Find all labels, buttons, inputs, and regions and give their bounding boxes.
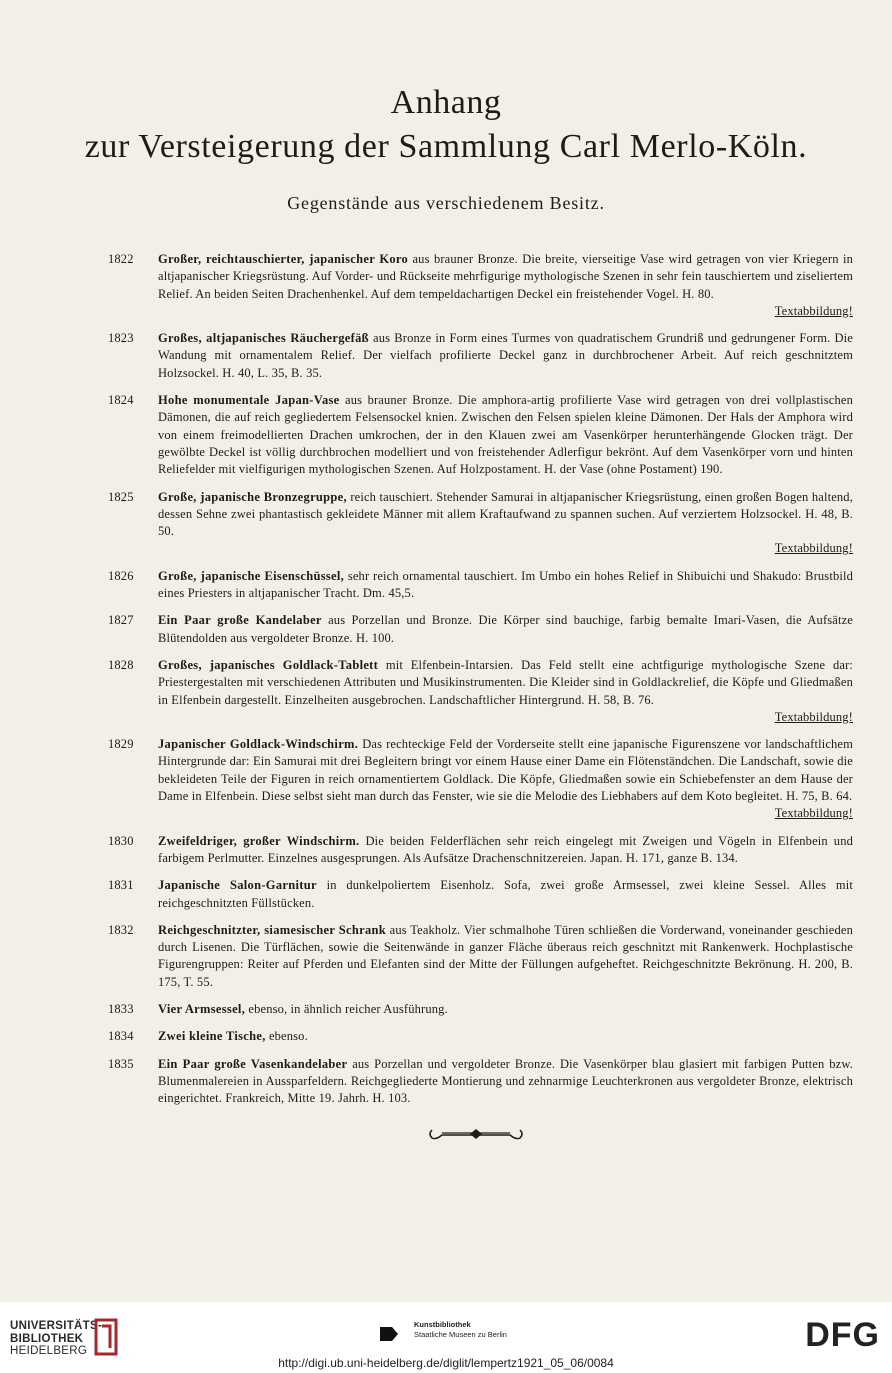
entry-text: aus Bronze in Form eines Turmes von quadratischem Grundriß und gedrungener Form. Die Wandung mit ornamentalem Relief. Der vielfach profilierte Deckel ganz in durchbrochener Arbeit. Auf reich geschnitztem Holzsockel. H. 40, L. 35, B. 35. [158, 331, 853, 380]
catalog-entry [108, 1028, 853, 1045]
entry-title: Großer, reichtauschierter, japanischer Koro [158, 252, 409, 266]
entry-number: 1824 [108, 393, 134, 408]
catalog-entry [108, 251, 853, 320]
catalog-entry [108, 612, 853, 647]
kunstbibliothek-logo-icon [378, 1325, 400, 1343]
entry-number: 1822 [108, 252, 134, 266]
entry-text: aus Porzellan und Bronze. Die Körper sind bauchige, farbig bemalte Imari-Vasen, die Aufsätze Blütendolden aus vergoldeter Bronze. H. 100. [158, 613, 853, 645]
catalog-entry [108, 489, 853, 558]
entry-number: 1832 [108, 922, 134, 937]
ub-name-line1: UNIVERSITÄTS- [10, 1320, 103, 1332]
dfg-logo[interactable]: DFG [805, 1316, 880, 1354]
catalog-entries [108, 251, 853, 1117]
catalog-entry [108, 1056, 853, 1108]
catalog-entry [108, 657, 853, 726]
entry-title: Vier Armsessel, [158, 1001, 246, 1016]
ub-name-line2: BIBLIOTHEK [10, 1332, 84, 1345]
university-library-logo[interactable] [10, 1320, 102, 1358]
entry-title: Japanischer Goldlack-Windschirm. [158, 737, 359, 752]
kunstbibliothek-logo[interactable] [414, 1320, 507, 1340]
entry-number: 1834 [108, 1029, 134, 1044]
entry-text: ebenso. [265, 1029, 308, 1044]
entry-title: Zweifeldriger, großer Windschirm. [158, 833, 360, 848]
entry-number: 1825 [108, 489, 134, 504]
catalog-entry [108, 922, 853, 991]
entry-title: Reichgeschnitzter, siamesischer Schrank [158, 922, 387, 937]
entry-title: Ein Paar große Vasenkandelaber [158, 1056, 348, 1071]
entry-text: aus Porzellan und vergoldeter Bronze. Die Vasenkörper blau glasiert mit farbigen Putten bzw. Blumenmalereien in Aussparfeldern. Reichgegliederte Montierung und zehnarmige Leuchterkronen aus vergoldeter Bronze, elektrisch eingerichtet. Frankreich, Mitte 19. Jahrh. H. 103. [158, 1056, 853, 1106]
entry-number: 1826 [108, 568, 134, 583]
entry-number: 1835 [108, 1056, 134, 1071]
entry-title: Zwei kleine Tische, [158, 1029, 266, 1044]
page-subtitle: Gegenstände aus verschiedenem Besitz. [287, 193, 605, 213]
entry-title: Große, japanische Bronzegruppe, [158, 489, 347, 504]
entry-number: 1830 [108, 833, 134, 848]
ub-seal-icon [92, 1316, 120, 1358]
entry-number: 1827 [108, 613, 134, 628]
entry-text: ebenso, in ähnlich reicher Ausführung. [245, 1001, 448, 1016]
entry-reference: Textabbildung! [774, 806, 853, 821]
entry-title: Großes, altjapanisches Räuchergefäß [158, 331, 369, 346]
entry-reference: Textabbildung! [774, 303, 853, 318]
entry-number: 1829 [108, 737, 134, 752]
catalog-entry [108, 1001, 853, 1018]
ornament-divider-icon [426, 1126, 526, 1142]
entry-title: Hohe monumentale Japan-Vase [158, 393, 340, 408]
catalog-entry [108, 392, 853, 478]
kb-subtitle: Staatliche Museen zu Berlin [414, 1330, 507, 1339]
entry-text: Das rechteckige Feld der Vorderseite stellt eine japanische Figurenszene vor landschaftlichem Hintergrunde dar: Ein Samurai mit drei Begleitern bringt vor einem Hause einer Dame ein Flötenständchen. Die Landschaft, sowie die bekleideten Teile der Figuren in reich ornamentiertem Goldlack. Die Köpfe, Gliedmaßen sowie ein Schiebefenster an dem Hause der Dame in Elfenbein. Diese selbst sieht man durch das Fenster, wie sie die Melodie des Liebhabers auf dem Koto begleitet. H. 75, B. 64. [158, 737, 853, 804]
entry-number: 1831 [108, 878, 134, 893]
kb-name: Kunstbibliothek [414, 1320, 471, 1329]
entry-title: Großes, japanisches Goldlack-Tablett [158, 657, 379, 672]
catalog-entry [108, 568, 853, 603]
entry-text: aus brauner Bronze. Die amphora-artig profilierte Vase wird getragen von drei vollplastischen Dämonen, die auf reich gegliedertem Felsensockel knien. Zwischen den Felsen spielen kleine Dämonen. Der Hals der Amphora wird von einem freimodellierten Drachen umkrochen, der in den Klauen zwei am Vasenkörper herunterhängende Glocken trägt. Der gewölbte Deckel ist völlig durchbrochen modelliert und von freistehender Adlerfigur bekrönt. Auf dem Vasenkörper vorn und hinten Reliefelder mit vielfigurigen mythologischen Szenen. Auf Holzpostament. H. der Vase (ohne Postament) 190. [158, 393, 853, 477]
permalink-url[interactable]: http://digi.ub.uni-heidelberg.de/diglit/lempertz1921_05_06/0084 [278, 1356, 614, 1370]
entry-text: reich tauschiert. Stehender Samurai in altjapanischer Kriegsrüstung, einen großen Bogen haltend, dessen Sehne zwei phantastisch gekleidete Männer mit allem Kraftaufwand zu spannen suchen. Auf verziertem Holzsockel. H. 48, B. 50. [158, 489, 853, 539]
entry-text: Die beiden Felderflächen sehr reich eingelegt mit Zweigen und Vögeln in Elfenbein und farbigem Perlmutter. Einzelnes ausgesprungen. Als Aufsätze Drachenschnitzereien. Japan. H. 171, ganze B. 134. [158, 833, 854, 865]
entry-number: 1833 [108, 1001, 134, 1016]
entry-reference: Textabbildung! [774, 541, 853, 556]
entry-text: sehr reich ornamental tauschiert. Im Umbo ein hohes Relief in Shibuichi und Shakudo: Brustbild eines Priesters in altjapanischer Tracht. Dm. 45,5. [158, 568, 853, 601]
catalog-entry [108, 330, 853, 382]
entry-title: Große, japanische Eisenschüssel, [158, 568, 345, 583]
digitization-footer [0, 1302, 892, 1373]
entry-text: aus brauner Bronze. Die breite, vierseitige Vase wird getragen von vier Kriegern in altjapanischer Kriegsrüstung. Auf Vorder- und Rückseite mehrfigurige mythologische Szenen in sehr fein tauschiertem und ziseliertem Relief. An beiden Seiten Drachenhenkel. Auf dem tempeldachartigen Deckel ein freistehender Vogel. H. 80. [158, 252, 853, 301]
entry-text: mit Elfenbein-Intarsien. Das Feld stellt eine achtfigurige mythologische Szene dar: Priestergestalten mit verschiedenen Attributen und Musikinstrumenten. Die Kleider sind in Goldlackrelief, die Köpfe und Gliedmaßen in Elfenbein dargestellt. Einzelheiten ausgebrochen. Landschaftlicher Hintergrund. H. 58, B. 76. [158, 657, 854, 707]
page-title-line2: zur Versteigerung der Sammlung Carl Merlo-Köln. [84, 128, 808, 165]
entry-number: 1823 [108, 331, 134, 346]
entry-text: aus Teakholz. Vier schmalhohe Türen schließen die Vorderwand, voneinander geschieden durch Lisenen. Die Türflächen, sowie die Seitenwände in ganzer Fläche überaus reich geschnitzt mit Rankenwerk. Hochplastische Figurengruppen: Reiter auf Pferden und Elefanten sind der Mitte der Füllungen aufgeheftet. Reichgeschnitzte Bekrönung. H. 200, B. 175, T. 55. [158, 922, 853, 989]
catalog-entry [108, 736, 853, 822]
ub-name-line3: HEIDELBERG [10, 1345, 88, 1357]
catalog-entry [108, 877, 853, 912]
entry-number: 1828 [108, 657, 134, 672]
catalog-entry [108, 833, 853, 868]
entry-reference: Textabbildung! [774, 709, 853, 724]
entry-title: Japanische Salon-Garnitur [158, 878, 317, 893]
entry-text: in dunkelpoliertem Eisenholz. Sofa, zwei große Armsessel, zwei kleine Sessel. Alles mit reichgeschnitzten Füllstücken. [158, 878, 853, 910]
entry-title: Ein Paar große Kandelaber [158, 613, 322, 628]
page-title: Anhang [390, 84, 502, 121]
